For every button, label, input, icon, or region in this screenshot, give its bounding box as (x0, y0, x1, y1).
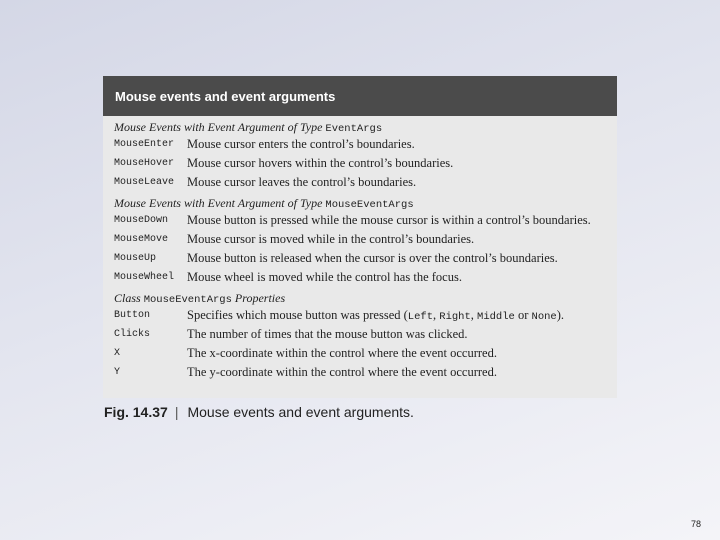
event-name: MouseLeave (114, 177, 175, 188)
events-table (103, 76, 617, 398)
figure-number: Fig. 14.37 (104, 404, 168, 420)
event-description: Mouse wheel is moved while the control has the focus. (187, 270, 462, 284)
table-row (103, 363, 617, 382)
section-heading: Class MouseEventArgs Properties (114, 291, 286, 306)
event-description: Mouse cursor is moved while in the control’s boundaries. (187, 232, 475, 246)
property-name: Clicks (114, 329, 151, 340)
page-number: 78 (691, 519, 702, 529)
event-name: MouseWheel (114, 272, 175, 283)
property-name: Y (114, 367, 121, 378)
section-properties (103, 291, 617, 382)
section-mouseeventargs (103, 196, 617, 287)
figure-caption (104, 404, 414, 420)
event-name: MouseDown (114, 215, 169, 226)
table-row (103, 135, 617, 154)
table-row (103, 268, 617, 287)
property-description: The x-coordinate within the control where the event occurred. (187, 346, 497, 360)
event-name: MouseMove (114, 234, 169, 245)
table-row (103, 173, 617, 192)
property-description: The number of times that the mouse button was clicked. (187, 327, 468, 341)
caption-text: Mouse events and event arguments. (187, 404, 414, 420)
property-name: X (114, 348, 121, 359)
property-description: Specifies which mouse button was pressed (Left, Right, Middle or None). (187, 308, 565, 323)
table-row (103, 249, 617, 268)
section-eventargs (103, 120, 617, 192)
caption-separator: | (174, 404, 179, 420)
property-name: Button (114, 310, 151, 321)
event-name: MouseUp (114, 253, 157, 264)
event-description: Mouse cursor hovers within the control’s boundaries. (187, 156, 454, 170)
table-row (103, 211, 617, 230)
table-row (103, 154, 617, 173)
property-description: The y-coordinate within the control where the event occurred. (187, 365, 497, 379)
event-description: Mouse cursor enters the control’s boundaries. (187, 137, 415, 151)
table-row (103, 306, 617, 325)
event-description: Mouse button is released when the cursor is over the control’s boundaries. (187, 251, 558, 265)
table-row (103, 344, 617, 363)
event-description: Mouse button is pressed while the mouse cursor is within a control’s boundaries. (187, 213, 591, 227)
table-title: Mouse events and event arguments (103, 76, 617, 116)
section-heading: Mouse Events with Event Argument of Type MouseEventArgs (114, 196, 414, 211)
event-description: Mouse cursor leaves the control’s boundaries. (187, 175, 417, 189)
table-row (103, 230, 617, 249)
event-name: MouseEnter (114, 139, 175, 150)
event-name: MouseHover (114, 158, 175, 169)
table-row (103, 325, 617, 344)
section-heading: Mouse Events with Event Argument of Type EventArgs (114, 120, 383, 135)
